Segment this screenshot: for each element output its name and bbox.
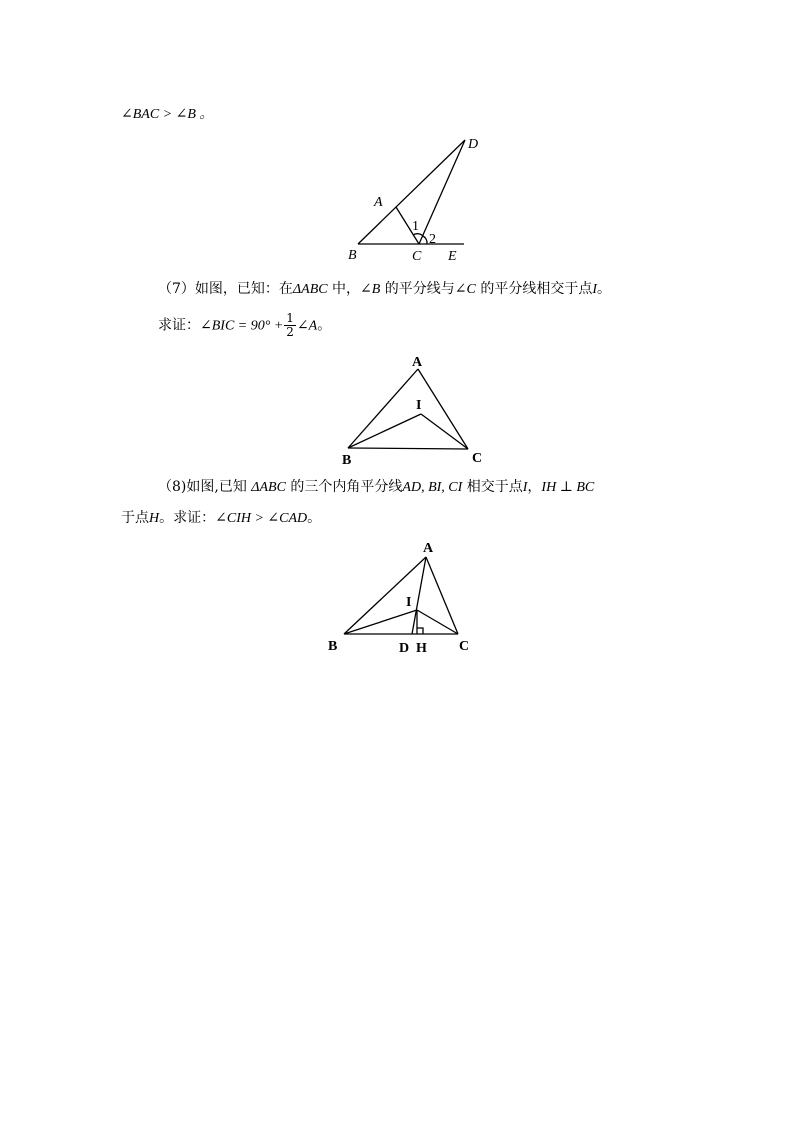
angle-c: ∠C: [454, 282, 476, 297]
problem-8-line2-a: 于点: [121, 510, 149, 526]
problem-8-end: 。: [307, 510, 322, 526]
problem-8-prefix: （8)如图,已知: [158, 479, 247, 495]
point-h: H: [149, 511, 160, 526]
perpendicular-ih-bc: IH ⊥ BC: [541, 480, 595, 495]
segment-i-c: [421, 414, 468, 449]
problem-7-end: 。: [597, 281, 611, 297]
triangle-abc: ΔABC: [292, 282, 328, 297]
problem-8-line2-b: 。求证：: [159, 510, 216, 526]
fraction-numerator: 1: [286, 311, 294, 325]
segment-b-c: [348, 448, 468, 449]
label-b: B: [328, 639, 338, 654]
segment-c-d: [419, 140, 465, 244]
label-a: A: [412, 355, 423, 370]
problem-7-mid1: 中，: [327, 281, 361, 297]
prove-end: 。: [317, 317, 332, 334]
label-d: D: [399, 641, 410, 656]
label-c: C: [412, 249, 422, 264]
prove-inequality: ∠CIH > ∠CAD: [215, 511, 308, 526]
problem-8-prove: [121, 508, 321, 529]
prove-expression: ∠BIC = 90° +: [200, 318, 284, 334]
fraction-denominator: 2: [286, 325, 294, 339]
figure-3-bisectors-perpendicular: [320, 535, 480, 665]
label-i: I: [416, 398, 422, 413]
label-h: H: [416, 641, 427, 656]
figure-2-incenter-triangle: [335, 350, 495, 470]
label-b: B: [348, 248, 357, 263]
angle-a: ∠A: [296, 318, 318, 334]
angle-b: ∠B: [360, 282, 381, 297]
problem-7-prefix: （7）如图，已知：在: [158, 281, 293, 297]
label-b: B: [342, 453, 352, 468]
problem-7-prove: [158, 312, 331, 339]
triangle-abc: ΔABC: [251, 480, 286, 495]
problem-7-mid3: 的平分线相交于点: [475, 281, 593, 297]
problem-7-statement: [158, 279, 611, 300]
problem-7-mid2: 的平分线与: [380, 281, 455, 297]
segment-b-a: [348, 369, 418, 448]
segment-a-c: [418, 369, 468, 449]
segment-b-i: [348, 414, 421, 448]
label-1: 1: [412, 219, 419, 234]
text-line-bac-gt-b: [121, 104, 213, 125]
label-c: C: [472, 451, 483, 466]
fraction-one-half: [284, 312, 296, 339]
label-2: 2: [429, 232, 436, 247]
segment-a-c: [426, 557, 458, 634]
prove-label: 求证：: [158, 317, 200, 334]
inequality-bac-b: ∠BAC > ∠B 。: [121, 107, 214, 122]
label-c: C: [459, 639, 470, 654]
label-a: A: [423, 541, 434, 556]
problem-8-sep: ，: [527, 479, 542, 495]
problem-8-mid1: 的三个内角平分线: [285, 479, 403, 495]
label-a: A: [374, 195, 383, 210]
label-e: E: [448, 249, 457, 264]
bisector-lines: AD, BI, CI: [402, 480, 463, 495]
label-d: D: [468, 137, 479, 152]
figure-1-triangle-exterior-angle: [340, 132, 480, 267]
angle-arc-2: [423, 236, 427, 244]
problem-8-statement: [158, 477, 594, 498]
problem-8-mid2: 相交于点: [462, 479, 523, 495]
point-i: I: [592, 282, 597, 297]
label-i: I: [406, 595, 412, 610]
point-i: I: [522, 480, 528, 495]
right-angle-mark: [417, 628, 423, 634]
segment-b-i: [344, 610, 417, 634]
